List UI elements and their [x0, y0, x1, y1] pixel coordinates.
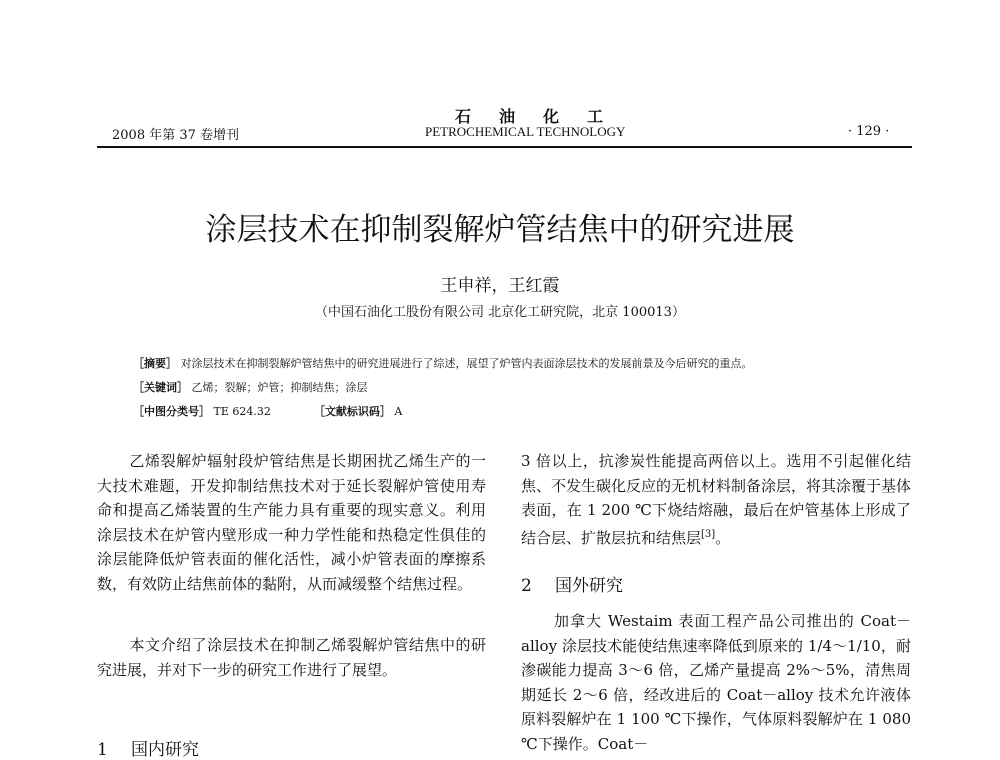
page-number: · 129 ·	[848, 124, 890, 139]
journal-name-cn: 石油化工	[455, 107, 632, 126]
header-rule	[97, 146, 912, 148]
section-1-heading	[97, 735, 199, 760]
keywords-label: ［关键词］	[133, 381, 188, 394]
article-title: 涂层技术在抑制裂解炉管结焦中的研究进展	[205, 212, 795, 248]
classification	[133, 403, 402, 419]
abstract-label: ［摘要］	[133, 357, 177, 370]
keywords	[133, 379, 368, 395]
intro-paragraph-2	[97, 633, 486, 682]
journal-name-en: PETROCHEMICAL TECHNOLOGY	[425, 124, 626, 139]
intro-paragraph-1	[97, 449, 486, 596]
intro-paragraph-2-text: 本文介绍了涂层技术在抑制乙烯裂解炉管结焦中的研究进展，并对下一步的研究工作进行了展望。	[97, 636, 486, 679]
clc-value: TE 624.32	[213, 405, 271, 418]
article-authors: 王申祥，王红霞	[440, 276, 560, 296]
section-1-title: 国内研究	[131, 740, 199, 760]
abstract	[133, 355, 753, 371]
section-2-title: 国外研究	[555, 576, 623, 596]
section-2-heading	[521, 571, 623, 596]
doc-code-label: ［文献标识码］	[313, 405, 391, 418]
domestic-paragraph-text: 3 倍以上，抗渗炭性能提高两倍以上。选用不引起催化结焦、不发生碳化反应的无机材料制备涂层，将其涂覆于基体表面，在 1 200 ℃下烧结熔融，最后在炉管基体上形成了结合层、扩散层抗和结焦层	[521, 452, 912, 547]
abstract-text: 对涂层技术在抑制裂解炉管结焦中的研究进展进行了综述，展望了炉管内表面涂层技术的发展前景及今后研究的重点。	[180, 357, 753, 370]
doc-code-value: A	[394, 405, 403, 418]
foreign-paragraph-1	[521, 609, 911, 756]
reference-marker: [3]	[701, 528, 716, 540]
section-1-number: 1	[97, 740, 108, 760]
domestic-paragraph-end: 。	[715, 528, 731, 547]
domestic-paragraph-cont	[521, 449, 911, 550]
keywords-text: 乙烯；裂解；炉管；抑制结焦；涂层	[191, 381, 368, 394]
intro-paragraph-1-text: 乙烯裂解炉辐射段炉管结焦是长期困扰乙烯生产的一大技术难题，开发抑制结焦技术对于延长裂解炉管使用寿命和提高乙烯装置的生产能力具有重要的现实意义。利用涂层技术在炉管内壁形成一种力学性能和热稳定性俱佳的涂层能降低炉管表面的催化活性，减小炉管表面的摩擦系数，有效防止结焦前体的黏附，从而减缓整个结焦过程。	[97, 452, 486, 593]
section-2-number: 2	[521, 576, 532, 596]
clc-label: ［中图分类号］	[133, 405, 210, 418]
issue-info: 2008 年第 37 卷增刊	[112, 128, 240, 143]
foreign-paragraph-1-text: 加拿大 Westaim 表面工程产品公司推出的 Coat－alloy 涂层技术能使结焦速率降低到原来的 1/4～1/10，耐渗碳能力提高 3～6 倍，乙烯产量提高 2%～5%，清焦周期延长 2～6 倍，经改进后的 Coat－alloy 技术允许液体原料裂解炉在 1 100 ℃下操作，气体原料裂解炉在 1 080 ℃下操作。Coat－	[521, 612, 911, 753]
article-affiliation: （中国石油化工股份有限公司 北京化工研究院，北京 100013）	[315, 305, 685, 320]
